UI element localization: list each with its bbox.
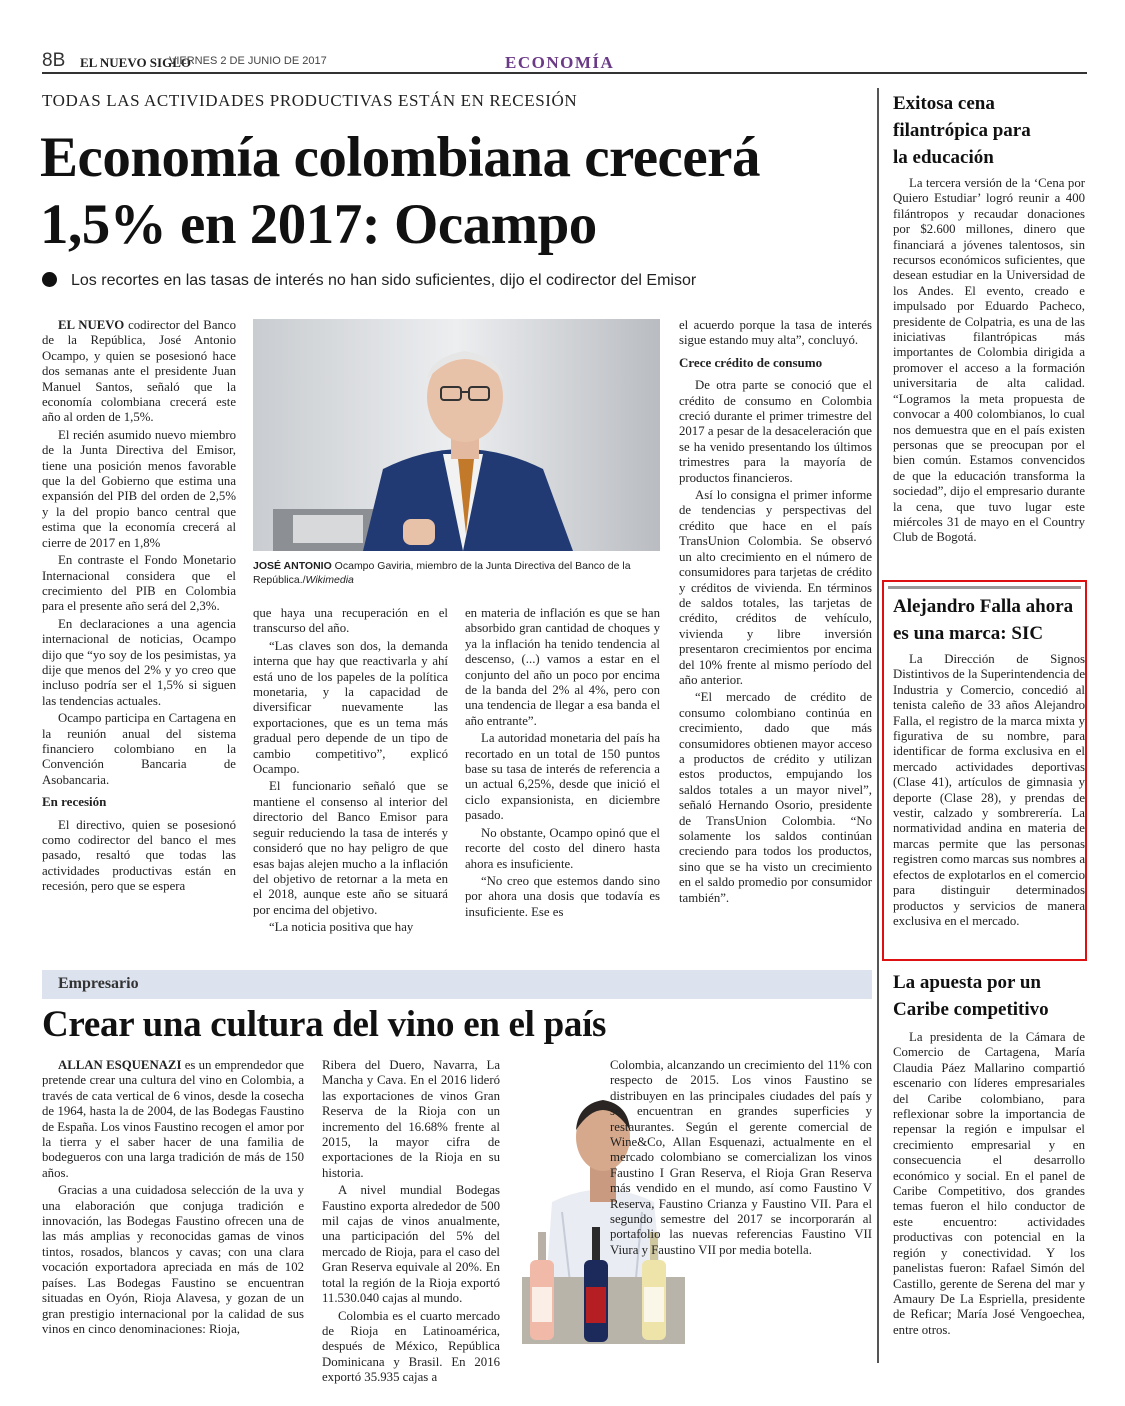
paragraph: Ocampo participa en Cartagena en la reunión anual del sistema financiero colombiano en la Convención Bancaria de Asobancaria. [42, 711, 236, 787]
subhead-credito: Crece crédito de consumo [679, 354, 823, 370]
main-column-3 [465, 606, 660, 922]
article-subtitle [42, 272, 696, 290]
paragraph: Colombia, alcanzando un crecimiento del 11% con respecto de 2015. Los vinos Faustino se distribuyen en las principales ciudades del país y se encuentran en grandes superficies y restaurantes. Según el gerente comercial de Wine&Co, Allan Esquenazi, actualmente en el mercado colombiano se comercializan los vinos Faustino I Gran Reserva, el Rioja Gran Reserva más vendido en el mundo, así como Faustino V Reserva, Faustino Crianza y Faustino VII. Para el segundo semestre del 2017 se incorporarán al portafolio las nuevas referencias Faustino VII Viura y Faustino VII por media botella. [610, 1058, 872, 1257]
wine-column-3 [610, 1058, 872, 1260]
headline-line-2: 1,5% en 2017: Ocampo [40, 193, 597, 256]
subhead-recesion: En recesión [42, 794, 107, 810]
paragraph: que haya una recuperación en el transcurso del año. [253, 606, 448, 636]
issue-date: VIERNES 2 DE JUNIO DE 2017 [169, 55, 327, 67]
paper-name: EL NUEVO SIGLO [80, 55, 191, 70]
subtitle-text: Los recortes en las tasas de interés no han sido suficientes, dijo el codirector del Emisor [71, 272, 697, 289]
title-line: la educación [893, 147, 994, 168]
sidebar-divider [877, 88, 879, 1363]
photo-caption [253, 559, 663, 587]
lead-words: ALLAN ESQUENAZI [58, 1058, 182, 1072]
section-label: Empresario [58, 975, 139, 992]
caption-text: Ocampo Gaviria, miembro de la Junta Directiva del Banco de la República./ [253, 560, 631, 586]
paragraph: Gracias a una cuidadosa selección de la uva y una elaboración que conjuga tradición e innovación, las Bodegas Faustino ofrecen una de las más amplias y reconocidas gamas de vinos tintos, rosados, blancos y cavas; con una clara vocación exportadora apreciada en más de 102 países. Las Bodegas Faustino se encuentran situadas en Oyón, Rioja Alavesa, y gozan de un gran prestigio internacional por la calidad de sus vinos en cinco denominaciones: Rioja, [42, 1183, 304, 1336]
title-line: Alejandro Falla ahora [893, 596, 1074, 617]
wine-column-2 [322, 1058, 500, 1388]
section-bar [42, 970, 872, 999]
title-line: Caribe competitivo [893, 999, 1049, 1020]
story-title [893, 969, 1085, 1023]
title-line: La apuesta por un [893, 972, 1042, 993]
paragraph: La autoridad monetaria del país ha recortado en un total de 150 puntos base su tasa de interés de referencia a un actual 6,25%, desde que inició el ciclo expansionista, en diciembre pasado. [465, 731, 660, 823]
sidebar-story-cena [893, 90, 1085, 171]
paragraph: es un emprendedor que pretende crear una cultura del vino en Colombia, a través de cata vertical de 6 vinos, desde la cosecha de 1964, hasta la de 2004, de las Bodegas Faustino de España. Los vinos Faustino recogen el amor por la tierra y el saber hacer de una familia de bodegueros con una larga tradición de más de 150 años. [42, 1058, 304, 1180]
story-body-falla: La Dirección de Signos Distintivos de la Superintendencia de Industria y Comercio, concedió al tenista caleño de 33 años Alejandro Falla, el registro de la marca mixta y figurativa de su nombre, para identificar de forma exclusiva en el mercado actividades deportivas (Clase 41), artículos de gimnasia y deporte (Clase 28), y prendas de vestir, calzado y sombrerería. La normatividad andina en materia de marcas permite que las personas registren como marcas sus nombres a efectos de explotarlos en el comercio para distinguir determinados productos y servicios de manera exclusiva en el mercado. [893, 652, 1085, 928]
section-title: ECONOMÍA [505, 53, 615, 72]
paragraph: “Las claves son dos, la demanda interna que hay que reactivarla y ahí está uno de los papeles de la política monetaria, y la capacidad de diversificar nuevamente las exportaciones, que es un tema más gradual pero depende de un tipo de cambio competitivo”, explicó Ocampo. [253, 638, 448, 777]
page-number: 8B [42, 50, 66, 71]
paragraph: “La noticia positiva que hay [269, 920, 414, 935]
main-column-2 [253, 606, 448, 938]
paragraph: No obstante, Ocampo opinó que el recorte del costo del dinero hasta ahora es insuficiente. [465, 825, 660, 871]
article-kicker: TODAS LAS ACTIVIDADES PRODUCTIVAS ESTÁN EN RECESIÓN [42, 91, 578, 110]
article-headline [40, 124, 860, 258]
title-line: es una marca: SIC [893, 623, 1044, 644]
paragraph: Ribera del Duero, Navarra, La Mancha y Cava. En el 2016 lideró las exportaciones de vinos Gran Reserva de la Rioja con un incremento del 16.68% frente al 2015, la mayor cifra de exportaciones de la Rioja en su historia. [322, 1058, 500, 1180]
paragraph: El directivo, quien se posesionó como codirector del banco el mes pasado, resaltó que todas las actividades productivas están en recesión, pero que se espera [42, 817, 236, 894]
paragraph: El recién asumido nuevo miembro de la Junta Directiva del Emisor, tiene una posición menos favorable que la del Gobierno que estima una expansión del PIB del orden de 2,5% y la del propio banco central que estima que la economía crecerá al cierre de 2017 en 1,8% [42, 427, 236, 550]
paragraph: “El mercado de crédito de consumo colombiano continúa en crecimiento, dado que más consumidores obtienen mayor acceso a productos de crédito y utilizan estos productos, empujando los saldos totales a un mayor nivel”, señaló Hernando Osorio, presidente de TransUnion Colombia. “No solamente los saldos continúan creciendo para todos los productos, sino que se ha visto un crecimiento en el saldo promedio por consumidor también”. [679, 690, 872, 905]
bullet-icon [42, 272, 57, 287]
headline-line-1: Economía colombiana crecerá [40, 126, 760, 189]
paragraph: En contraste el Fondo Monetario Internacional considera que el crecimiento del PIB en Colombia para el presente año será del 2,3%. [42, 553, 236, 614]
ocampo-illustration [253, 319, 660, 551]
masthead [42, 50, 1087, 74]
paragraph: en materia de inflación es que se han absorbido gran cantidad de choques y ya la inflación ha tenido tendencia al descenso, (...) vamos a estar en el conjunto del año un poco por encima de la banda del 2% al 4%, pero con una tendencia de llegar a esa banda el año entrante”. [465, 606, 660, 728]
paragraph: En declaraciones a una agencia internacional de noticias, Ocampo dijo que “yo soy de los pesimistas, ya dije que menos del 2% y yo creo que incluso podría ser el 1,5% si siguen las tendencias actuales. [42, 616, 236, 708]
story-body-cena: La tercera versión de la ‘Cena por Quiero Estudiar’ logró reunir a 400 filántropos y recaudar donaciones por $2.600 millones, dinero que financiará a jóvenes talentosos, sin recursos económicos suficientes, que desean estudiar en la Universidad de los Andes. El evento, creado e impulsado por Eduardo Pacheco, presidente de Colpatria, es una de las iniciativas filantrópicas más importantes de Colombia dirigida a promover el acceso a la formación universitaria de alta calidad. “Logramos la meta propuesta de convocar a 400 colombianos, lo cual nos demuestra que en el país existen personas que se preocupan por el bien común. Estamos convencidos de que la educación transforma la sociedad”, dijo el empresario durante la cena, que tuvo lugar este miércoles 31 de mayo en el Country Club de Bogotá. [893, 176, 1085, 545]
main-column-4 [679, 318, 872, 908]
story-body-caribe: La presidenta de la Cámara de Comercio de Cartagena, María Claudia Páez Mallarino compartió escenario con líderes empresariales del Caribe colombiano, para reflexionar sobre la importancia de repensar la región e impulsar el crecimiento empresarial y en consecuencia el desarrollo económico y social. En el panel de Caribe Competitivo, dos grandes temas fueron el hilo conductor de este encuentro: actividades productivas con potencial en la región y conectividad. Y los panelistas fueron: Rafael Simón del Castillo, gerente de Serena del mar y Amaury De La Espriella, presidente de Reficar; María José Vengoechea, entre otros. [893, 1030, 1085, 1337]
paragraph: Así lo consigna el primer informe de tendencias y perspectivas del crédito que hace en el país TransUnion Colombia. Se observó un alto crecimiento en el número de consumidores para tarjetas de crédito y créditos de vivienda. En términos de saldos totales, las tarjetas de crédito, créditos de vehículo, vivienda y libre inversión presentaron crecimientos por encima del 10% frente al mismo período del año anterior. [679, 488, 872, 687]
story-title [893, 593, 1085, 647]
paragraph: El funcionario señaló que se mantiene el consenso al interior del directorio del Banco Emisor para seguir reduciendo la tasa de interés y consideró que no hay peligro de que esas bajas alejen mucho a la inflación del objetivo de retornar a la meta en el 2018, aunque este año se situará por encima del objetivo. [253, 779, 448, 917]
lead-words: EL NUEVO [58, 318, 125, 332]
ocampo-photo [253, 319, 660, 551]
caption-bold: JOSÉ ANTONIO [253, 560, 332, 572]
sidebar-story-caribe [893, 969, 1085, 1023]
title-line: filantrópica para [893, 120, 1031, 141]
paragraph: “No creo que estemos dando sino por ahora una dosis que todavía es insuficiente. Ese es [465, 873, 660, 919]
paragraph: el acuerdo porque la tasa de interés sigue estando muy alta”, concluyó. [679, 318, 872, 348]
sidebar-story-falla [893, 593, 1085, 647]
story-separator [888, 586, 1081, 589]
paragraph: Colombia es el cuarto mercado de Rioja en Latinoamérica, después de México, República Dominicana y Brasil. En 2016 exportó 35.935 cajas a [322, 1308, 500, 1385]
title-line: Exitosa cena [893, 93, 995, 114]
photo-credit: Wikimedia [305, 574, 354, 586]
wine-headline: Crear una cultura del vino en el país [42, 1004, 607, 1045]
paragraph: De otra parte se conoció que el crédito de consumo en Colombia creció durante el primer trimestre del 2017 a pesar de la desaceleración que se ha venido presentando los últimos trimestres para la mayoría de productos financieros. [679, 378, 872, 485]
main-column-1 [42, 318, 236, 897]
paragraph: codirector del Banco de la República, José Antonio Ocampo, y quien se posesionó hace dos semanas ante el presidente Juan Manuel Santos, señaló que la economía colombiana crecerá este año al orden de 1,5%. [42, 318, 236, 425]
paragraph: A nivel mundial Bodegas Faustino exporta alrededor de 500 mil cajas de vinos anualmente, una participación del 5% del mercado de Rioja, para el caso del Gran Reserva equivale al 20%. En total la región de la Rioja exportó 11.530.040 cajas al mundo. [322, 1183, 500, 1306]
wine-column-1 [42, 1058, 304, 1339]
story-title [893, 90, 1085, 171]
